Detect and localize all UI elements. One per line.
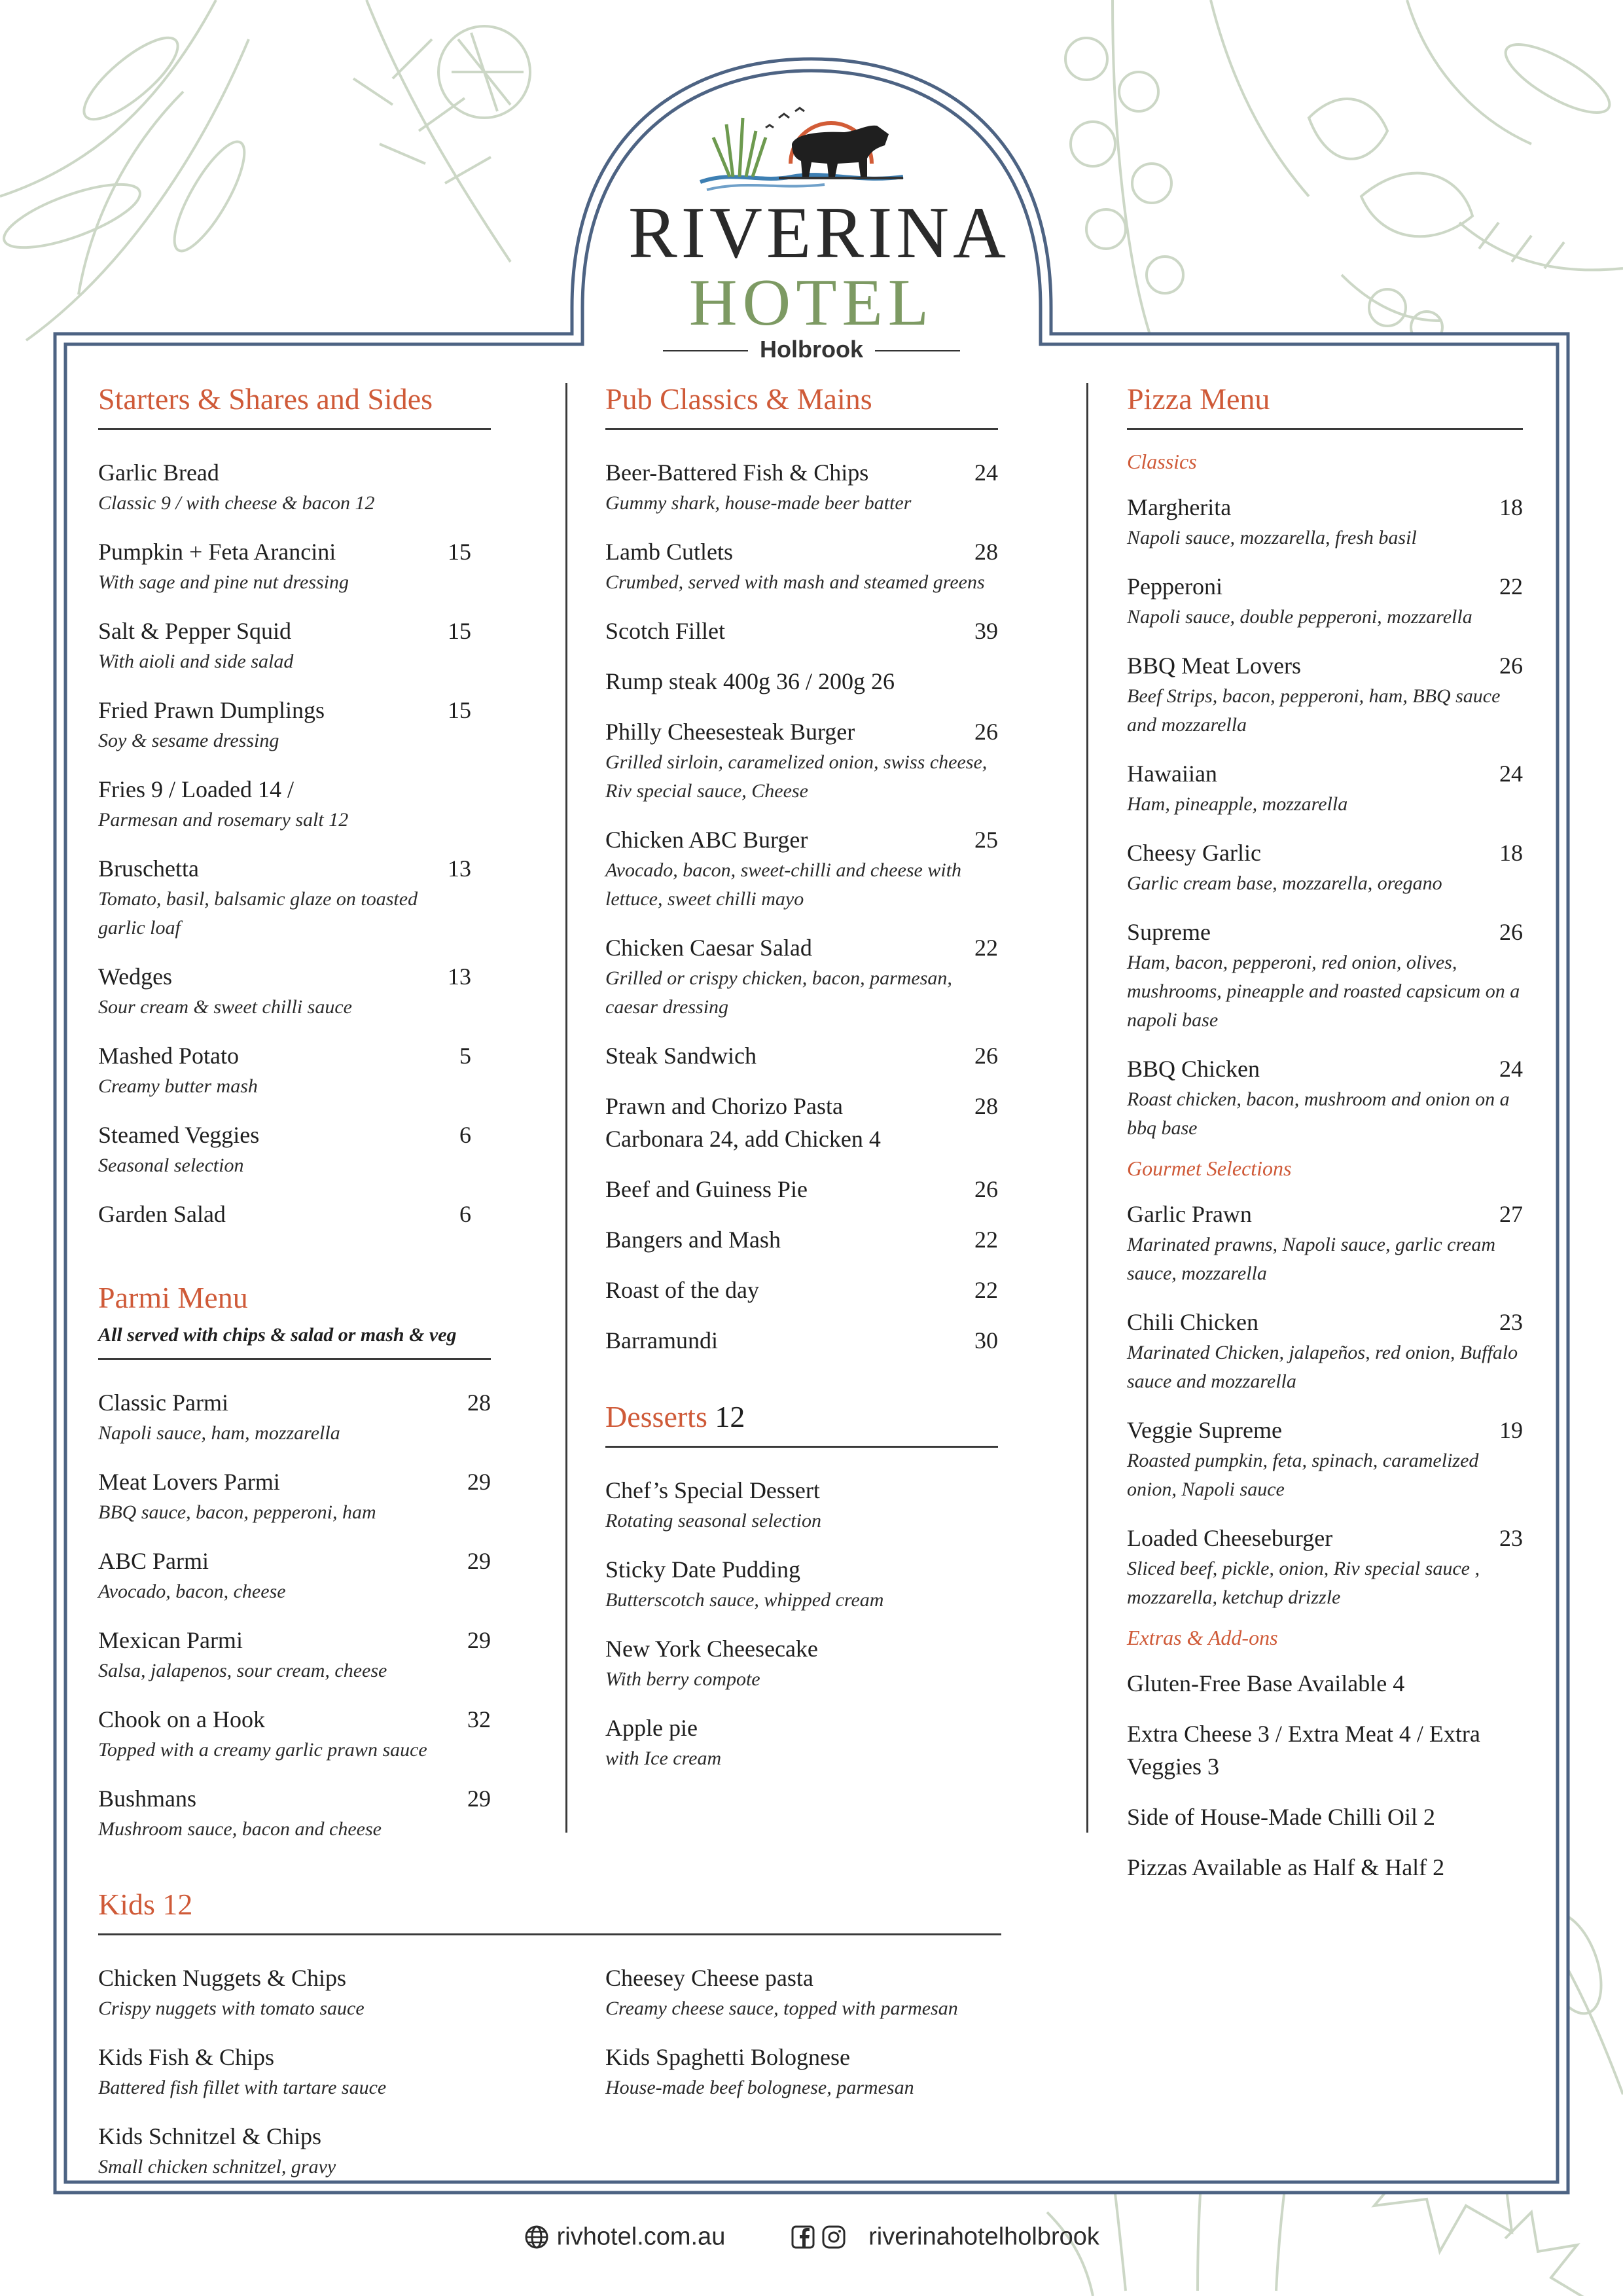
menu-item [98, 852, 491, 942]
menu-item-description: BBQ sauce, bacon, pepperoni, ham [98, 1501, 376, 1523]
menu-item-row [98, 615, 471, 647]
menu-item [98, 1465, 491, 1527]
kids-title: Kids [98, 1888, 155, 1921]
menu-item [605, 1090, 998, 1155]
menu-item-description: Gummy shark, house-made beer batter [605, 492, 912, 514]
menu-item-row [98, 1386, 491, 1419]
brand-location: Holbrook [628, 338, 995, 361]
website-link[interactable]: rivhotel.com.au [556, 2223, 726, 2251]
menu-item-row [605, 1712, 998, 1744]
menu-item [98, 1119, 491, 1180]
menu-item [1127, 836, 1523, 898]
brand-hotel: HOTEL [688, 266, 935, 340]
menu-item-price: 18 [1499, 839, 1523, 866]
menu-item [98, 1782, 491, 1844]
menu-item-description: Creamy butter mash [98, 1075, 258, 1097]
menu-item-row [605, 456, 998, 489]
extras-item-name: Pizzas Available as Half & Half 2 [1127, 1854, 1445, 1880]
menu-item-price: 29 [467, 1547, 491, 1574]
menu-item-row [1127, 757, 1523, 790]
menu-item-description: Parmesan and rosemary salt 12 [98, 808, 349, 831]
pizza-extras-list [1127, 1667, 1523, 1884]
pizza-classics-label: Classics [1127, 449, 1197, 473]
menu-item-row [98, 535, 471, 568]
menu-item-name: Chicken Caesar Salad [605, 934, 812, 961]
menu-item-description: with Ice cream [605, 1747, 722, 1769]
menu-item-price: 23 [1499, 1308, 1523, 1335]
menu-item-name: Margherita [1127, 493, 1232, 520]
menu-item-name: Kids Spaghetti Bolognese [605, 2043, 850, 2070]
menu-item [98, 1624, 491, 1685]
menu-item-price: 28 [467, 1389, 491, 1416]
menu-item-description: Classic 9 / with cheese & bacon 12 [98, 492, 375, 514]
menu-item-row [98, 773, 471, 806]
menu-item-name: Classic Parmi [98, 1389, 228, 1416]
menu-item-name: Fried Prawn Dumplings [98, 696, 325, 723]
menu-item-name: Chook on a Hook [98, 1706, 265, 1732]
menu-item-name: New York Cheesecake [605, 1635, 818, 1662]
menu-item-name: Loaded Cheeseburger [1127, 1524, 1333, 1551]
menu-item-description: Napoli sauce, double pepperoni, mozzarella [1127, 605, 1472, 628]
menu-item-row [98, 1465, 491, 1498]
hotel-logo [628, 98, 1010, 363]
pub-list [605, 456, 998, 1357]
menu-item-row [605, 823, 998, 856]
menu-item-price: 22 [974, 1226, 998, 1253]
menu-item-description: Ham, pineapple, mozzarella [1127, 793, 1348, 815]
menu-item-name: Barramundi [605, 1327, 718, 1354]
menu-item [605, 1039, 998, 1072]
menu-item-name: Supreme [1127, 918, 1211, 945]
menu-item-name: Steamed Veggies [98, 1121, 260, 1148]
menu-item-row [98, 1782, 491, 1815]
menu-item-price: 15 [448, 696, 471, 723]
menu-item [98, 1703, 491, 1765]
menu-item-price: 5 [459, 1042, 471, 1069]
menu-item-price: 19 [1499, 1416, 1523, 1443]
menu-item-price: 26 [1499, 652, 1523, 679]
menu-item-row [605, 1173, 998, 1206]
menu-item [605, 1712, 998, 1773]
menu-item [98, 1386, 491, 1448]
menu-item-row [605, 665, 998, 698]
menu-item-name: Mashed Potato [98, 1042, 239, 1069]
menu-item-description: Crispy nuggets with tomato sauce [98, 1997, 365, 2019]
column-divider-left [565, 383, 567, 1833]
menu-item-row [98, 1198, 471, 1230]
parmi-note: All served with chips & salad or mash & veg [98, 1324, 491, 1360]
kids-list-left [98, 1962, 605, 2199]
menu-item [605, 1474, 998, 1535]
menu-item-description: Avocado, bacon, cheese [98, 1580, 286, 1602]
menu-item [1127, 491, 1523, 552]
menu-item-name: Pepperoni [1127, 573, 1222, 600]
menu-item [605, 1962, 1001, 2023]
pizza-section [1127, 383, 1523, 1901]
menu-item-price: 15 [448, 617, 471, 644]
menu-item-name: Beer-Battered Fish & Chips [605, 459, 869, 486]
menu-item-description: Roast chicken, bacon, mushroom and onion on a bbq base [1127, 1088, 1510, 1139]
extras-item [1127, 1851, 1523, 1884]
menu-item-description: Marinated Chicken, jalapeños, red onion, Buffalo sauce and mozzarella [1127, 1341, 1518, 1392]
menu-item [98, 2041, 605, 2102]
menu-item-price: 6 [459, 1200, 471, 1227]
menu-item [605, 715, 998, 806]
menu-item-row [1127, 1414, 1523, 1446]
menu-item-name: Scotch Fillet [605, 617, 725, 644]
menu-item-row [1127, 1522, 1523, 1554]
menu-item [98, 1039, 491, 1101]
menu-item [1127, 649, 1523, 740]
menu-item-description: Battered fish fillet with tartare sauce [98, 2076, 387, 2098]
pub-section [605, 383, 998, 1374]
instagram-icon[interactable] [822, 2225, 846, 2249]
menu-item-price: 24 [1499, 760, 1523, 787]
menu-item [98, 694, 491, 755]
pizza-gourmet-label: Gourmet Selections [1127, 1156, 1292, 1180]
menu-item-row [605, 1962, 1001, 1994]
menu-item-price: 22 [974, 1276, 998, 1303]
social-handle[interactable]: riverinahotelholbrook [868, 2223, 1099, 2251]
menu-item-row [605, 1039, 998, 1072]
menu-item-row [98, 456, 471, 489]
menu-item-row [1127, 1306, 1523, 1338]
menu-item-price: 30 [974, 1327, 998, 1354]
menu-item-description: Garlic cream base, mozzarella, oregano [1127, 872, 1442, 894]
menu-item [605, 1173, 998, 1206]
kids-list-right [605, 1962, 1001, 2199]
menu-item-row [98, 852, 471, 885]
menu-item-price: 26 [1499, 918, 1523, 945]
menu-item-row [98, 694, 471, 726]
extras-item-name: Side of House-Made Chilli Oil 2 [1127, 1803, 1435, 1830]
facebook-icon[interactable] [791, 2225, 815, 2249]
section-title-starters: Starters & Shares and Sides [98, 383, 491, 430]
menu-item-description: With sage and pine nut dressing [98, 571, 349, 593]
menu-item-description: Ham, bacon, pepperoni, red onion, olives, mushrooms, pineapple and roasted capsicum on a napoli base [1127, 951, 1520, 1031]
menu-item-name: Mexican Parmi [98, 1626, 243, 1653]
menu-item-price: 24 [1499, 1055, 1523, 1082]
menu-item-price: 18 [1499, 493, 1523, 520]
menu-item-name: Chicken Nuggets & Chips [98, 1964, 346, 1991]
menu-item-name: Kids Fish & Chips [98, 2043, 275, 2070]
menu-item-price: 6 [459, 1121, 471, 1148]
menu-item [605, 2041, 1001, 2102]
menu-item-row [98, 1545, 491, 1577]
menu-item-row [98, 1624, 491, 1657]
column-divider-right [1086, 383, 1088, 1833]
kids-price: 12 [162, 1888, 193, 1921]
menu-item-row [1127, 491, 1523, 524]
menu-item [605, 615, 998, 647]
desserts-section [605, 1401, 998, 1791]
menu-item-name: Steak Sandwich [605, 1042, 757, 1069]
menu-item-price: 28 [974, 538, 998, 565]
extras-row [1127, 1717, 1523, 1783]
menu-item-row [605, 715, 998, 748]
menu-item-description: Sliced beef, pickle, onion, Riv special sauce , mozzarella, ketchup drizzle [1127, 1557, 1480, 1608]
menu-item-row [98, 2120, 605, 2153]
menu-item-price: 25 [974, 826, 998, 853]
menu-item-name: Kids Schnitzel & Chips [98, 2123, 321, 2149]
menu-item-row [1127, 1198, 1523, 1230]
parmi-section [98, 1282, 491, 1861]
desserts-price: 12 [715, 1400, 745, 1433]
menu-item-description: Soy & sesame dressing [98, 729, 279, 751]
menu-item-description: Napoli sauce, mozzarella, fresh basil [1127, 526, 1417, 548]
extras-item [1127, 1667, 1523, 1700]
section-title-pub: Pub Classics & Mains [605, 383, 998, 430]
menu-item-price [432, 456, 471, 489]
menu-item-name: Garden Salad [98, 1200, 226, 1227]
menu-item [1127, 757, 1523, 819]
menu-item-name: Beef and Guiness Pie [605, 1175, 808, 1202]
menu-item-row [605, 1553, 998, 1586]
menu-item-row [98, 1962, 605, 1994]
menu-item-price [959, 665, 998, 698]
menu-item [1127, 916, 1523, 1035]
menu-item-name: Chili Chicken [1127, 1308, 1258, 1335]
menu-item-name: Fries 9 / Loaded 14 / [98, 776, 294, 802]
menu-item-price: 29 [467, 1785, 491, 1812]
menu-item-row [605, 535, 998, 568]
menu-item-name: Garlic Bread [98, 459, 219, 486]
menu-item-price: 13 [448, 855, 471, 882]
extras-item [1127, 1717, 1523, 1783]
menu-item-row [98, 1703, 491, 1736]
menu-item [1127, 1198, 1523, 1288]
extras-item-name: Extra Cheese 3 / Extra Meat 4 / Extra Veggies 3 [1127, 1720, 1480, 1780]
menu-item [98, 615, 491, 676]
section-title-kids [98, 1888, 1001, 1935]
menu-item [1127, 1522, 1523, 1612]
menu-item [98, 1962, 605, 2023]
menu-item-name: Apple pie [605, 1714, 698, 1741]
menu-item-row [605, 1632, 998, 1665]
menu-item-name: Rump steak 400g 36 / 200g 26 [605, 668, 895, 694]
menu-item [98, 535, 491, 597]
menu-item [605, 1324, 998, 1357]
menu-item-price: 32 [467, 1706, 491, 1732]
kids-section [98, 1888, 1001, 2199]
menu-item-name: Meat Lovers Parmi [98, 1468, 280, 1495]
footer [0, 2222, 1623, 2251]
menu-item-price: 28 [974, 1092, 998, 1119]
menu-item-description: House-made beef bolognese, parmesan [605, 2076, 914, 2098]
extras-row [1127, 1801, 1523, 1833]
menu-item-price: 22 [1499, 573, 1523, 600]
menu-item-price: 24 [974, 459, 998, 486]
menu-item-name: Wedges [98, 963, 173, 990]
section-title-parmi: Parmi Menu [98, 1281, 248, 1314]
pizza-gourmet-list [1127, 1198, 1523, 1612]
menu-item-name: BBQ Chicken [1127, 1055, 1260, 1082]
menu-item [98, 456, 491, 518]
menu-item-name: Sticky Date Pudding [605, 1556, 800, 1583]
menu-item-name: ABC Parmi [98, 1547, 209, 1574]
menu-item-description: Butterscotch sauce, whipped cream [605, 1588, 884, 1611]
menu-item-price: 26 [974, 1042, 998, 1069]
menu-item-row [605, 1223, 998, 1256]
menu-item-name: Hawaiian [1127, 760, 1217, 787]
menu-item [605, 1632, 998, 1694]
menu-item-price: 29 [467, 1626, 491, 1653]
menu-item-row [1127, 836, 1523, 869]
menu-item-name: Garlic Prawn [1127, 1200, 1252, 1227]
menu-item-description: Crumbed, served with mash and steamed greens [605, 571, 985, 593]
menu-item-price: 26 [974, 1175, 998, 1202]
brand-name: RIVERINA [628, 192, 1010, 274]
extras-item [1127, 1801, 1523, 1833]
menu-item-description: Mushroom sauce, bacon and cheese [98, 1818, 382, 1840]
menu-item [605, 931, 998, 1022]
menu-item-description: Grilled sirloin, caramelized onion, swiss cheese, Riv special sauce, Cheese [605, 751, 988, 802]
menu-item-name: Lamb Cutlets [605, 538, 733, 565]
menu-item-row [98, 1039, 471, 1072]
menu-item-row [1127, 1052, 1523, 1085]
menu-item-price: 27 [1499, 1200, 1523, 1227]
menu-item-row [1127, 916, 1523, 948]
menu-item-description: Rotating seasonal selection [605, 1509, 821, 1532]
menu-item-price: 23 [1499, 1524, 1523, 1551]
menu-item [98, 960, 491, 1022]
menu-item-description: Creamy cheese sauce, topped with parmesan [605, 1997, 958, 2019]
menu-item-price: 15 [448, 538, 471, 565]
menu-item-description: Roasted pumpkin, feta, spinach, caramelized onion, Napoli sauce [1127, 1449, 1479, 1500]
menu-item-price [432, 773, 471, 806]
menu-item-description: Small chicken schnitzel, gravy [98, 2155, 336, 2178]
menu-item-row [98, 1119, 471, 1151]
menu-item-name: Salt & Pepper Squid [98, 617, 291, 644]
menu-item-row [605, 931, 998, 964]
menu-item-row [98, 2041, 605, 2073]
menu-item-name: Prawn and Chorizo Pasta Carbonara 24, add Chicken 4 [605, 1092, 881, 1152]
section-title-desserts [605, 1401, 998, 1448]
menu-item-row [605, 1474, 998, 1507]
menu-item [605, 535, 998, 597]
menu-item-description: Avocado, bacon, sweet-chilli and cheese with lettuce, sweet chilli mayo [605, 859, 962, 910]
menu-item-row [1127, 570, 1523, 603]
menu-item-description: Marinated prawns, Napoli sauce, garlic cream sauce, mozzarella [1127, 1233, 1496, 1284]
menu-item-price: 26 [974, 718, 998, 745]
menu-item [98, 773, 491, 834]
menu-item-price: 39 [974, 617, 998, 644]
desserts-title: Desserts [605, 1400, 707, 1433]
menu-item-description: Salsa, jalapenos, sour cream, cheese [98, 1659, 387, 1681]
extras-row [1127, 1851, 1523, 1884]
menu-item [1127, 1052, 1523, 1143]
pizza-extras-label: Extras & Add-ons [1127, 1625, 1278, 1649]
menu-item-description: Seasonal selection [98, 1154, 244, 1176]
menu-item-name: Bangers and Mash [605, 1226, 781, 1253]
section-title-pizza: Pizza Menu [1127, 383, 1523, 430]
menu-item [605, 1553, 998, 1615]
menu-item [605, 823, 998, 914]
menu-item-name: Philly Cheesesteak Burger [605, 718, 855, 745]
menu-item [1127, 1306, 1523, 1396]
menu-item-row [605, 1324, 998, 1357]
menu-item-name: Veggie Supreme [1127, 1416, 1282, 1443]
menu-item-description: Topped with a creamy garlic prawn sauce [98, 1738, 427, 1761]
menu-item-description: With aioli and side salad [98, 650, 294, 672]
menu-item-description: Tomato, basil, balsamic glaze on toasted garlic loaf [98, 888, 418, 939]
desserts-list [605, 1474, 998, 1773]
starters-section [98, 383, 491, 1248]
menu-item-name: Bruschetta [98, 855, 199, 882]
menu-item [98, 2120, 605, 2181]
pizza-classics-list [1127, 491, 1523, 1143]
menu-item [98, 1198, 491, 1230]
menu-item [1127, 570, 1523, 632]
menu-item [1127, 1414, 1523, 1504]
menu-item-name: Pumpkin + Feta Arancini [98, 538, 336, 565]
menu-item-row [605, 1274, 998, 1306]
menu-item-name: Cheesey Cheese pasta [605, 1964, 813, 1991]
menu-item-name: Chicken ABC Burger [605, 826, 808, 853]
menu-item-row [605, 615, 998, 647]
extras-row [1127, 1667, 1523, 1700]
menu-item-description: Grilled or crispy chicken, bacon, parmesan, caesar dressing [605, 967, 952, 1018]
menu-item [605, 1223, 998, 1256]
globe-icon [524, 2224, 550, 2250]
menu-item-price: 13 [448, 963, 471, 990]
menu-item-description: Napoli sauce, ham, mozzarella [98, 1422, 340, 1444]
menu-item-description: Sour cream & sweet chilli sauce [98, 996, 352, 1018]
menu-item-row [98, 960, 471, 993]
menu-item-name: Roast of the day [605, 1276, 759, 1303]
menu-item-row [605, 1090, 998, 1155]
menu-item-name: Bushmans [98, 1785, 197, 1812]
menu-item-name: BBQ Meat Lovers [1127, 652, 1301, 679]
menu-item [605, 456, 998, 518]
starters-list [98, 456, 491, 1230]
menu-item-description: With berry compote [605, 1668, 760, 1690]
menu-item-row [605, 2041, 1001, 2073]
menu-item [605, 1274, 998, 1306]
cow-landscape-icon [681, 98, 942, 203]
menu-item-price: 22 [974, 934, 998, 961]
extras-item-name: Gluten-Free Base Available 4 [1127, 1670, 1405, 1696]
menu-item [605, 665, 998, 698]
menu-item-name: Chef’s Special Dessert [605, 1477, 820, 1503]
menu-item-name: Cheesy Garlic [1127, 839, 1261, 866]
menu-item [98, 1545, 491, 1606]
menu-item-description: Beef Strips, bacon, pepperoni, ham, BBQ sauce and mozzarella [1127, 685, 1501, 736]
menu-item-row [1127, 649, 1523, 682]
parmi-list [98, 1386, 491, 1844]
menu-item-price: 29 [467, 1468, 491, 1495]
